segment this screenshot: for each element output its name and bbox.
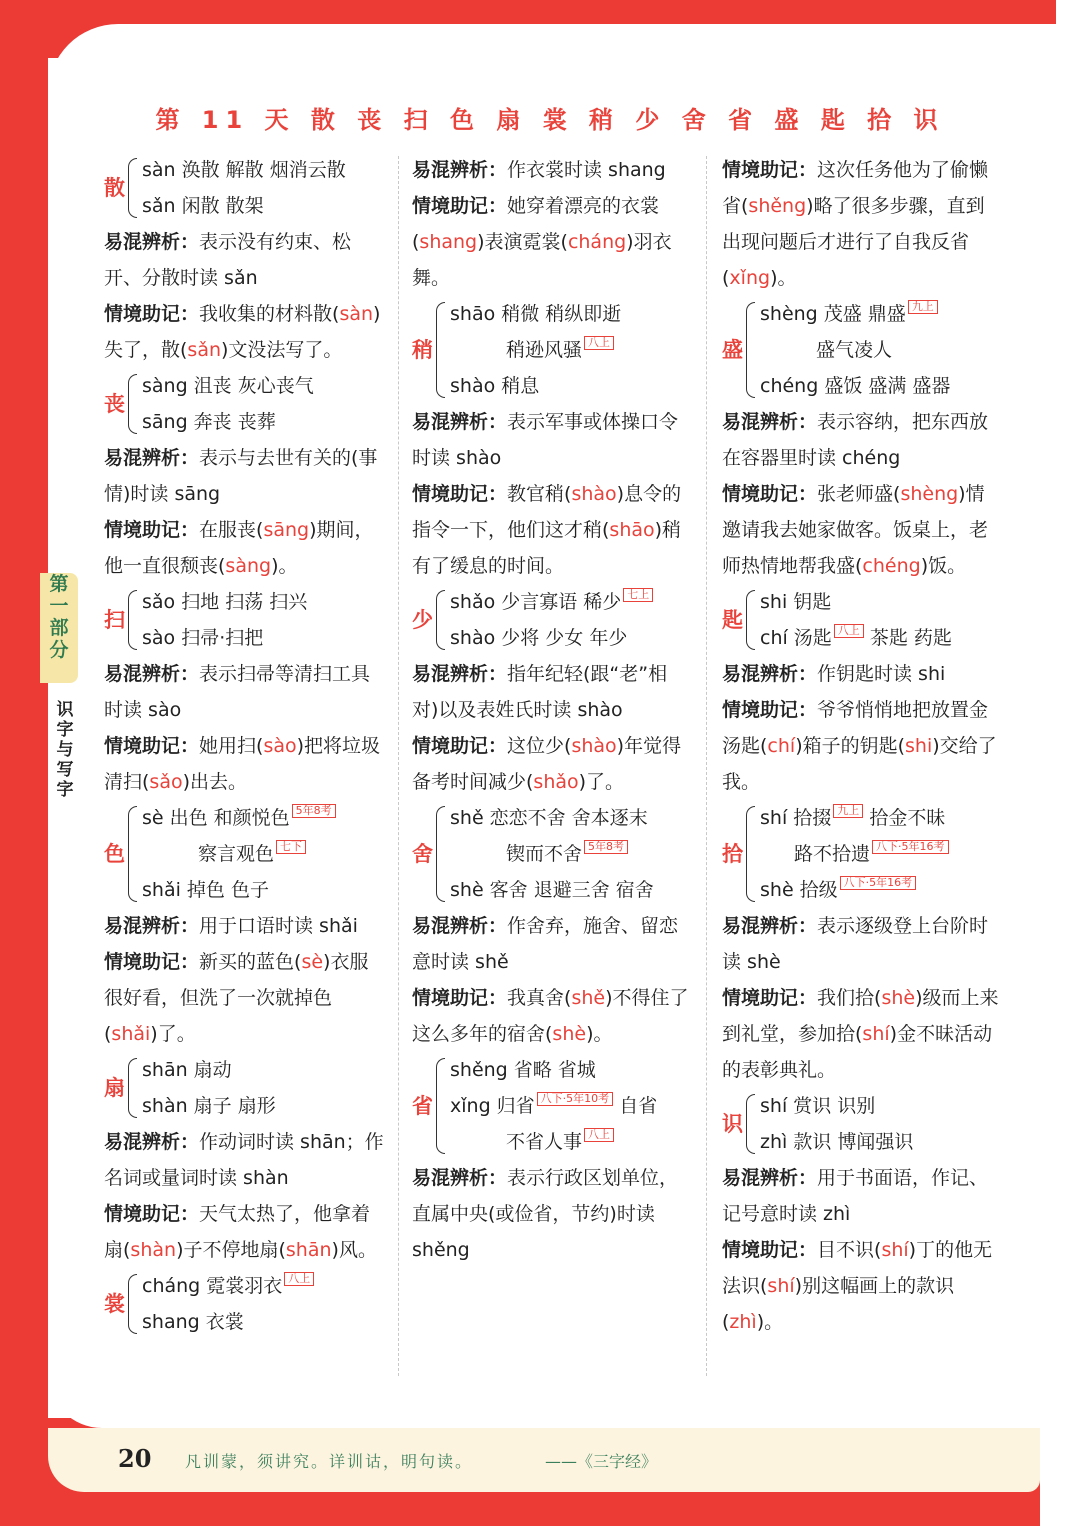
- confuse-text: 作动词时读 shān；作名词或量词时读 shàn: [104, 1131, 384, 1189]
- context-pinyin: chí: [767, 735, 796, 757]
- entry-character: 少: [412, 608, 433, 632]
- reading-line: [760, 296, 950, 332]
- confuse-text: 用于口语时读 shǎi: [199, 915, 358, 937]
- confuse-label: 易混辨析：: [104, 231, 200, 253]
- context-text: )出去。: [182, 771, 248, 793]
- context-label: 情境助记：: [412, 195, 508, 217]
- reading-line: [450, 836, 654, 872]
- context-note: [412, 188, 692, 296]
- context-text: )表演霓裳(: [477, 231, 568, 253]
- sidebar-section-char: 写: [56, 760, 74, 780]
- column-divider: [398, 156, 399, 1376]
- context-text: 张老师盛(: [817, 483, 901, 505]
- entry-shao2: [412, 584, 692, 656]
- context-note: [104, 512, 384, 584]
- reading-line: shi 钥匙: [760, 591, 832, 613]
- reading-line: shí 赏识 识别: [760, 1095, 876, 1117]
- context-pinyin: sào: [263, 735, 297, 757]
- column-1: [104, 152, 384, 1340]
- context-pinyin: sāng: [263, 519, 310, 541]
- entry-readings: [142, 1052, 276, 1124]
- entry-shi: [722, 584, 1002, 656]
- entry-character: 裳: [104, 1292, 125, 1316]
- reading-line: shāo 稍微 稍纵即逝: [450, 303, 622, 325]
- context-text: )了。: [578, 771, 625, 793]
- context-pinyin: shi: [905, 735, 933, 757]
- entry-readings: [142, 1268, 314, 1340]
- context-text: 我们拾(: [817, 987, 882, 1009]
- sidebar-section-char: 与: [56, 740, 74, 760]
- context-pinyin: shāo: [609, 519, 655, 541]
- reading-line: [760, 800, 949, 836]
- brace: [746, 1094, 755, 1154]
- confuse-label: 易混辨析：: [412, 915, 508, 937]
- brace: [436, 302, 445, 398]
- reading-line: sàng 沮丧 灰心丧气: [142, 375, 314, 397]
- context-label: 情境助记：: [722, 159, 818, 181]
- context-pinyin: shí: [881, 1239, 909, 1261]
- context-label: 情境助记：: [412, 735, 508, 757]
- sidebar-part-char: 第: [49, 573, 69, 595]
- context-pinyin: shě: [571, 987, 606, 1009]
- entry-san: [104, 152, 384, 224]
- context-pinyin: sǎn: [187, 339, 222, 361]
- entry-character: 盛: [722, 338, 743, 362]
- reading-line: [760, 872, 949, 908]
- reading-line: [450, 332, 621, 368]
- confuse-note: [104, 440, 384, 512]
- confuse-label: 易混辨析：: [722, 663, 818, 685]
- entry-shi3: [722, 1088, 1002, 1160]
- confuse-text: 表示容纳，把东西放在容器里时读 chéng: [722, 411, 989, 469]
- context-text: )了。: [150, 1023, 196, 1045]
- context-note: [104, 296, 384, 368]
- entry-sheng2: [722, 296, 1002, 404]
- context-label: 情境助记：: [722, 483, 818, 505]
- entry-character: 省: [412, 1094, 433, 1118]
- reading-line: [760, 836, 949, 872]
- context-label: 情境助记：: [104, 951, 200, 973]
- reading-line: sào 扫帚·扫把: [142, 627, 264, 649]
- context-text: )交给了我。: [722, 735, 997, 793]
- reading-text: 不省人事: [506, 1131, 583, 1153]
- exam-tag: 八下·5年16考: [872, 840, 949, 854]
- reading-text: 茶匙 药匙: [869, 627, 952, 649]
- context-text: 她穿着漂亮的衣裳(: [412, 195, 660, 253]
- context-pinyin: shè: [881, 987, 916, 1009]
- context-pinyin: shān: [285, 1239, 332, 1261]
- reading-line: [450, 584, 653, 620]
- reading-line: shǎi 掉色 色子: [142, 879, 269, 901]
- reading-line: shěng 省略 省城: [450, 1059, 596, 1081]
- entry-character: 识: [722, 1112, 743, 1136]
- context-pinyin: shào: [571, 483, 617, 505]
- confuse-note: [104, 1124, 384, 1196]
- confuse-note: [104, 908, 384, 944]
- reading-text: shè 拾级: [760, 879, 838, 901]
- context-text: 新买的蓝色(: [199, 951, 302, 973]
- context-note: [722, 692, 1002, 800]
- reading-line: 盛气凌人: [816, 339, 893, 361]
- context-pinyin: shè: [552, 1023, 587, 1045]
- entry-character: 丧: [104, 392, 125, 416]
- reading-line: [450, 1088, 657, 1124]
- context-pinyin: sàng: [225, 555, 272, 577]
- reading-line: [450, 1124, 657, 1160]
- context-note: [412, 980, 692, 1052]
- reading-line: [142, 1268, 314, 1304]
- confuse-note: [722, 908, 1002, 980]
- context-text: 教官稍(: [507, 483, 572, 505]
- reading-text: 拾金不昧: [869, 807, 946, 829]
- reading-text: shǎo 少言寡语 稀少: [450, 591, 622, 613]
- confuse-note: [104, 656, 384, 728]
- entry-sao: [104, 584, 384, 656]
- exam-tag: 八上: [584, 336, 614, 350]
- confuse-text: 表示逐级登上台阶时读 shè: [722, 915, 989, 973]
- column-2: [412, 152, 692, 1268]
- confuse-note: [722, 404, 1002, 476]
- confuse-text: 表示与去世有关的(事情)时读 sāng: [104, 447, 378, 505]
- confuse-text: 表示没有约束、松开、分散时读 sǎn: [104, 231, 352, 289]
- confuse-label: 易混辨析：: [412, 159, 508, 181]
- entry-character: 舍: [412, 842, 433, 866]
- confuse-label: 易混辨析：: [722, 1167, 818, 1189]
- context-text: 她用扫(: [199, 735, 264, 757]
- context-text: 我收集的材料散(: [199, 303, 340, 325]
- entry-character: 匙: [722, 608, 743, 632]
- sidebar-section-char: 字: [56, 720, 74, 740]
- entry-readings: [760, 1088, 913, 1160]
- sidebar-part-char: 部: [49, 617, 69, 639]
- confuse-note: [412, 152, 692, 188]
- context-text: )子不停地扇(: [176, 1239, 286, 1261]
- reading-line: sǎo 扫地 扫荡 扫兴: [142, 591, 308, 613]
- confuse-text: 表示行政区划单位，直属中央(或俭省，节约)时读 shěng: [412, 1167, 679, 1261]
- exam-tag: 九上: [908, 300, 938, 314]
- context-label: 情境助记：: [722, 1239, 818, 1261]
- brace: [746, 806, 755, 902]
- sidebar-section-label: [53, 700, 77, 800]
- confuse-label: 易混辨析：: [412, 411, 508, 433]
- confuse-note: [722, 656, 1002, 692]
- entry-character: 扇: [104, 1076, 125, 1100]
- entry-readings: [450, 1052, 657, 1160]
- entry-character: 散: [104, 176, 125, 200]
- context-label: 情境助记：: [104, 1203, 200, 1225]
- confuse-text: 表示军事或体操口令时读 shào: [412, 411, 679, 469]
- entry-se: [104, 800, 384, 908]
- entry-readings: [450, 800, 654, 908]
- context-text: )年觉得备考时间减少(: [412, 735, 682, 793]
- entry-sheng: [412, 1052, 692, 1160]
- page-frame-left: [0, 0, 48, 1526]
- context-pinyin: shěng: [748, 195, 807, 217]
- entry-character: 色: [104, 842, 125, 866]
- context-label: 情境助记：: [722, 699, 818, 721]
- exam-tag: 九上: [833, 804, 863, 818]
- confuse-text: 作舍弃，施舍、留恋意时读 shě: [412, 915, 679, 973]
- entry-readings: [760, 584, 952, 656]
- entry-character: 拾: [722, 842, 743, 866]
- reading-text: 自省: [619, 1095, 658, 1117]
- context-text: )情邀请我去她家做客。饭桌上，老师热情地帮我盛(: [722, 483, 989, 577]
- reading-line: sàn 涣散 解散 烟消云散: [142, 159, 346, 181]
- column-divider: [706, 156, 707, 1376]
- context-pinyin: shèng: [900, 483, 959, 505]
- context-note: [722, 1232, 1002, 1340]
- confuse-text: 指年纪轻(跟“老”相对)以及表姓氏时读 shào: [412, 663, 668, 721]
- exam-tag: 5年8考: [584, 840, 628, 854]
- reading-line: shàn 扇子 扇形: [142, 1095, 276, 1117]
- confuse-label: 易混辨析：: [722, 411, 818, 433]
- reading-line: shang 衣裳: [142, 1311, 244, 1333]
- context-pinyin: shí: [862, 1023, 890, 1045]
- exam-tag: 八下·5年10考: [537, 1092, 614, 1106]
- context-text: 我真舍(: [507, 987, 572, 1009]
- context-text: )衣服很好看，但洗了一次就掉色(: [104, 951, 369, 1045]
- context-text: )饭。: [920, 555, 967, 577]
- context-text: )箱子的钥匙(: [795, 735, 906, 757]
- reading-line: sāng 奔丧 丧葬: [142, 411, 276, 433]
- sidebar-section-char: 字: [56, 780, 74, 800]
- brace: [436, 590, 445, 650]
- entry-character: 稍: [412, 338, 433, 362]
- confuse-label: 易混辨析：: [722, 915, 818, 937]
- page-title: 第 11 天 散 丧 扫 色 扇 裳 稍 少 舍 省 盛 匙 拾 识: [155, 106, 945, 134]
- context-note: [722, 476, 1002, 584]
- brace: [436, 806, 445, 902]
- brace: [128, 374, 137, 434]
- reading-text: 锲而不舍: [506, 843, 583, 865]
- reading-text: shèng 茂盛 鼎盛: [760, 303, 906, 325]
- reading-line: shè 客舍 退避三舍 宿舍: [450, 879, 654, 901]
- context-text: )。: [271, 555, 298, 577]
- context-text: 这位少(: [507, 735, 572, 757]
- context-note: [412, 728, 692, 800]
- context-pinyin: sè: [301, 951, 324, 973]
- confuse-label: 易混辨析：: [104, 1131, 200, 1153]
- confuse-label: 易混辨析：: [412, 1167, 508, 1189]
- context-pinyin: shǎo: [533, 771, 579, 793]
- context-text: )略了很多步骤，直到出现问题后才进行了自我反省(: [722, 195, 985, 289]
- sidebar-section-char: 识: [56, 700, 74, 720]
- confuse-text: 作衣裳时读 shang: [507, 159, 666, 181]
- entry-shang: [104, 1268, 384, 1340]
- reading-text: 稍逊风骚: [506, 339, 583, 361]
- reading-text: cháng 霓裳羽衣: [142, 1275, 283, 1297]
- context-label: 情境助记：: [722, 987, 818, 1009]
- exam-tag: 八上: [284, 1272, 314, 1286]
- confuse-note: [104, 224, 384, 296]
- reading-line: [142, 800, 336, 836]
- context-label: 情境助记：: [412, 987, 508, 1009]
- entry-shan: [104, 1052, 384, 1124]
- context-pinyin: xǐng: [729, 267, 771, 289]
- confuse-note: [412, 404, 692, 476]
- confuse-text: 用于书面语，作记、记号意时读 zhì: [722, 1167, 989, 1225]
- exam-tag: 八上: [584, 1128, 614, 1142]
- brace: [128, 1274, 137, 1334]
- context-text: 目不识(: [817, 1239, 882, 1261]
- context-note: [104, 1196, 384, 1268]
- context-pinyin: shǎi: [111, 1023, 151, 1045]
- confuse-text: 表示扫帚等清扫工具时读 sào: [104, 663, 371, 721]
- context-pinyin: shào: [571, 735, 617, 757]
- brace: [128, 1058, 137, 1118]
- context-text: )级而上来到礼堂，参加拾(: [722, 987, 999, 1045]
- sidebar-part-tab: [40, 573, 78, 683]
- entry-shi2: [722, 800, 1002, 908]
- entry-she: [412, 800, 692, 908]
- reading-text: sè 出色 和颜悦色: [142, 807, 290, 829]
- reading-line: shào 少将 少女 年少: [450, 627, 628, 649]
- confuse-note: [412, 656, 692, 728]
- context-pinyin: cháng: [567, 231, 627, 253]
- entry-readings: [450, 296, 621, 404]
- context-text: )别这幅画上的款识(: [722, 1275, 955, 1333]
- entry-character: 扫: [104, 608, 125, 632]
- reading-text: 察言观色: [198, 843, 275, 865]
- confuse-note: [412, 908, 692, 980]
- context-text: )羽衣舞。: [412, 231, 672, 289]
- context-text: )把将垃圾清扫(: [104, 735, 381, 793]
- reading-line: chéng 盛饭 盛满 盛器: [760, 375, 951, 397]
- context-note: [104, 728, 384, 800]
- context-pinyin: sàn: [339, 303, 374, 325]
- context-text: )期间，他一直很颓丧(: [104, 519, 374, 577]
- entry-readings: [142, 152, 346, 224]
- context-text: )。: [586, 1023, 613, 1045]
- brace: [128, 158, 137, 218]
- entry-sang: [104, 368, 384, 440]
- entry-shao: [412, 296, 692, 404]
- confuse-note: [722, 1160, 1002, 1232]
- reading-line: [142, 836, 336, 872]
- context-note: [104, 944, 384, 1052]
- confuse-label: 易混辨析：: [104, 663, 200, 685]
- brace: [746, 302, 755, 398]
- context-text: )丁的他无法识(: [722, 1239, 993, 1297]
- context-pinyin: sǎo: [149, 771, 183, 793]
- context-text: )不得住了这么多年的宿舍(: [412, 987, 689, 1045]
- reading-text: 路不拾遗: [794, 843, 871, 865]
- context-text: )。: [770, 267, 797, 289]
- reading-line: shào 稍息: [450, 375, 540, 397]
- confuse-label: 易混辨析：: [412, 663, 508, 685]
- brace: [436, 1058, 445, 1154]
- confuse-label: 易混辨析：: [104, 447, 200, 469]
- exam-tag: 八下·5年16考: [840, 876, 917, 890]
- reading-text: xǐng 归省: [450, 1095, 535, 1117]
- footer-quote: 凡训蒙，须讲究。详训诂，明句读。: [185, 1452, 474, 1471]
- context-text: )金不昧活动的表彰典礼。: [722, 1023, 993, 1081]
- entry-readings: [450, 584, 653, 656]
- context-label: 情境助记：: [104, 735, 200, 757]
- context-text: )稍有了缓息的时间。: [412, 519, 682, 577]
- reading-line: shān 扇动: [142, 1059, 232, 1081]
- entry-readings: [760, 296, 950, 404]
- entry-readings: [142, 584, 307, 656]
- context-text: )失了，散(: [104, 303, 381, 361]
- confuse-label: 易混辨析：: [104, 915, 200, 937]
- context-text: 这次任务他为了偷懒省(: [722, 159, 989, 217]
- context-text: 爷爷悄悄地把放置金汤匙(: [722, 699, 989, 757]
- reading-line: shě 恋恋不舍 舍本逐末: [450, 807, 648, 829]
- reading-line: zhì 款识 博闻强识: [760, 1131, 914, 1153]
- confuse-note: [412, 1160, 692, 1268]
- brace: [746, 590, 755, 650]
- context-label: 情境助记：: [104, 303, 200, 325]
- context-text: )文没法写了。: [221, 339, 343, 361]
- footer-source: ——《三字经》: [545, 1452, 658, 1471]
- entry-readings: [142, 800, 336, 908]
- entry-readings: [142, 368, 314, 440]
- entry-readings: [760, 800, 949, 908]
- context-note: [722, 152, 1002, 296]
- context-text: )息令的指令一下，他们这才稍(: [412, 483, 682, 541]
- brace: [128, 806, 137, 902]
- context-pinyin: shang: [419, 231, 478, 253]
- reading-line: [760, 620, 952, 656]
- context-note: [412, 476, 692, 584]
- page-number: 20: [118, 1444, 152, 1473]
- reading-text: chí 汤匙: [760, 627, 832, 649]
- confuse-text: 作钥匙时读 shi: [817, 663, 946, 685]
- context-pinyin: shí: [767, 1275, 795, 1297]
- context-label: 情境助记：: [412, 483, 508, 505]
- context-pinyin: chéng: [862, 555, 921, 577]
- reading-line: sǎn 闲散 散架: [142, 195, 264, 217]
- context-text: 天气太热了，他拿着扇(: [104, 1203, 371, 1261]
- exam-tag: 七上: [623, 588, 653, 602]
- reading-text: shí 拾掇: [760, 807, 832, 829]
- exam-tag: 七下: [276, 840, 306, 854]
- context-text: )风。: [331, 1239, 377, 1261]
- exam-tag: 八上: [834, 624, 864, 638]
- brace: [128, 590, 137, 650]
- sidebar-part-char: 分: [49, 639, 69, 661]
- context-note: [722, 980, 1002, 1088]
- context-text: 在服丧(: [199, 519, 264, 541]
- context-label: 情境助记：: [104, 519, 200, 541]
- exam-tag: 5年8考: [292, 804, 336, 818]
- sidebar-part-char: 一: [49, 595, 69, 617]
- context-pinyin: shàn: [130, 1239, 177, 1261]
- context-text: )。: [756, 1311, 784, 1333]
- column-3: [722, 152, 1002, 1340]
- context-pinyin: zhì: [729, 1311, 757, 1333]
